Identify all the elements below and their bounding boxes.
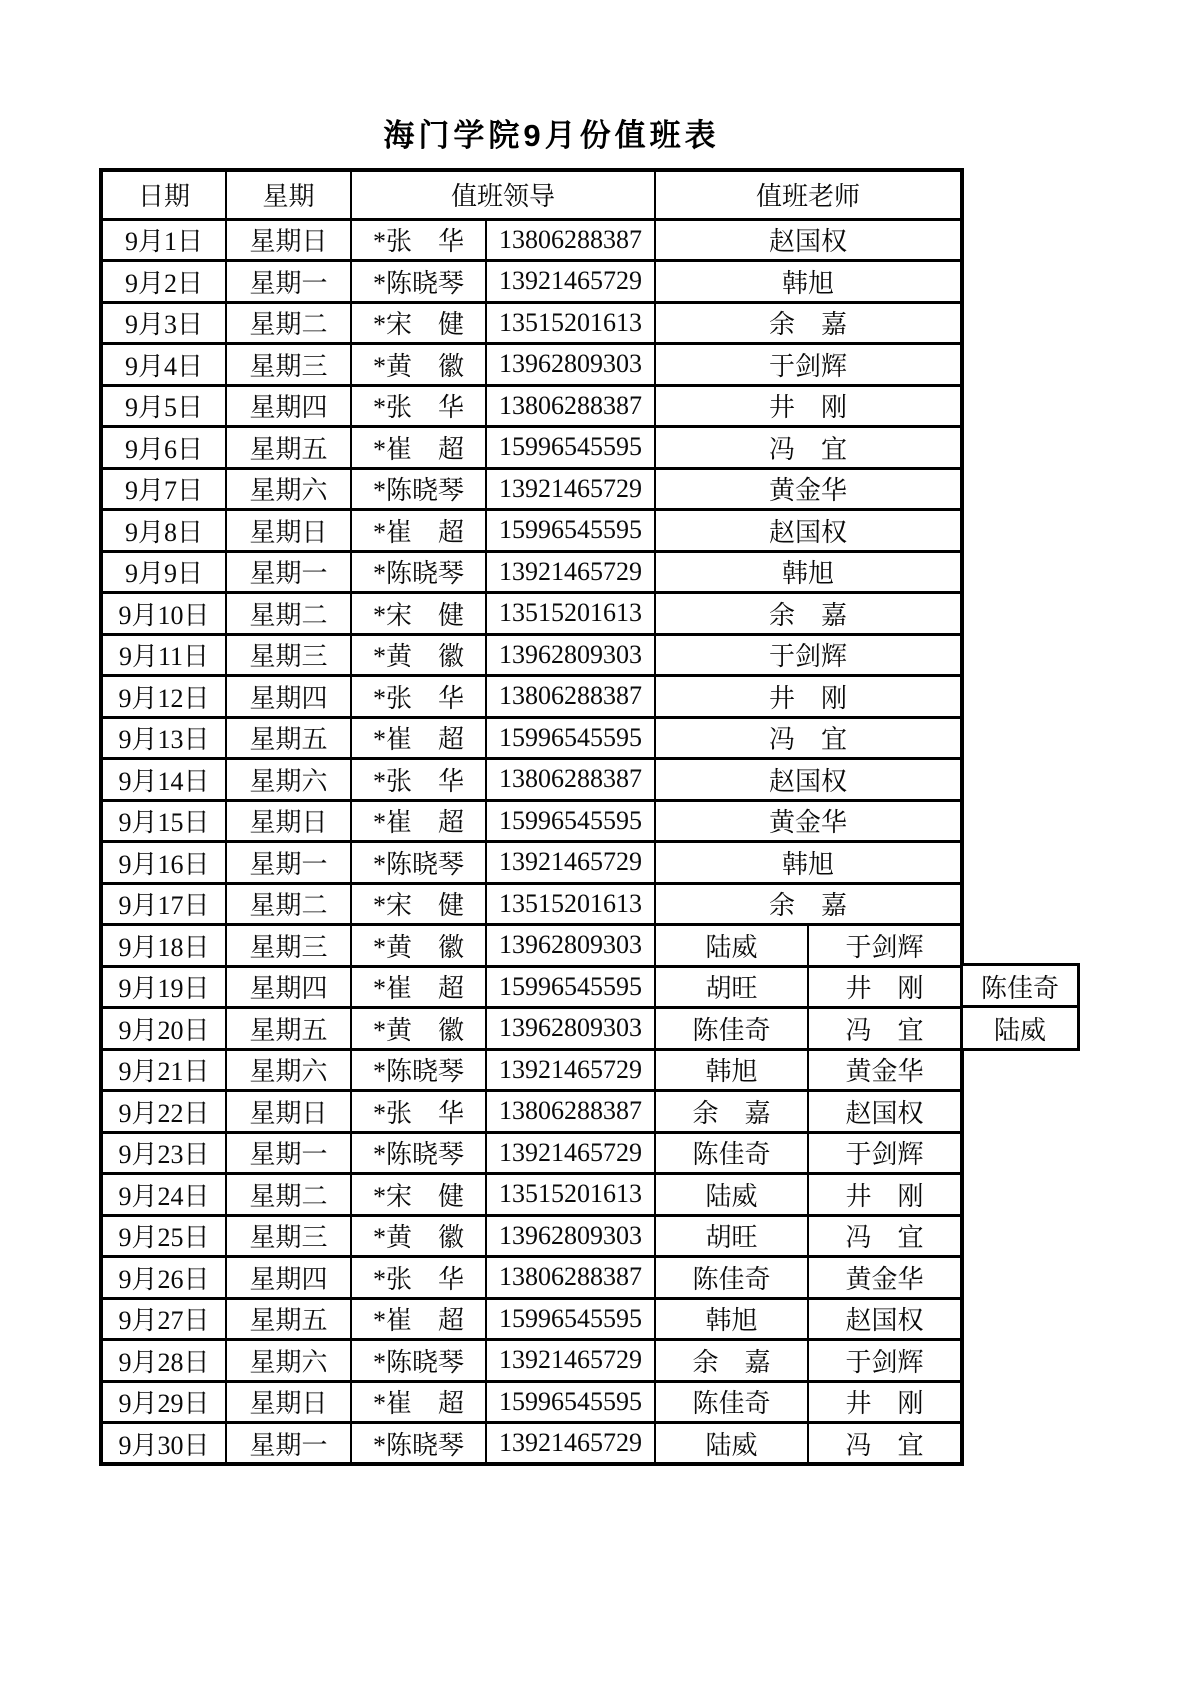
table-row (101, 427, 962, 469)
weekday-cell: 星期二 (226, 302, 351, 344)
teacher-cell: 井 刚 (808, 1381, 962, 1423)
header-teacher: 值班老师 (655, 170, 962, 219)
teacher-cell: 井 刚 (655, 385, 962, 427)
leader-name-cell: *崔 超 (351, 427, 486, 469)
leader-phone-cell: 13921465729 (486, 1423, 655, 1465)
leader-phone-cell: 13921465729 (486, 1340, 655, 1382)
duty-table-wrapper (99, 168, 1059, 1466)
table-row (101, 302, 962, 344)
leader-phone-cell: 13806288387 (486, 219, 655, 261)
teacher-cell: 于剑辉 (808, 1340, 962, 1382)
weekday-cell: 星期六 (226, 1049, 351, 1091)
leader-name-cell: *张 华 (351, 219, 486, 261)
table-row (101, 551, 962, 593)
date-cell: 9月19日 (101, 966, 226, 1008)
leader-name-cell: *张 华 (351, 1257, 486, 1299)
leader-phone-cell: 13515201613 (486, 883, 655, 925)
weekday-cell: 星期三 (226, 344, 351, 386)
teacher-cell: 陈佳奇 (655, 1132, 808, 1174)
table-row (101, 219, 962, 261)
date-cell: 9月7日 (101, 468, 226, 510)
leader-phone-cell: 13806288387 (486, 1091, 655, 1133)
date-cell: 9月13日 (101, 717, 226, 759)
overflow-teacher-cell: 陈佳奇 (960, 963, 1080, 1009)
weekday-cell: 星期五 (226, 1298, 351, 1340)
leader-name-cell: *黄 徽 (351, 925, 486, 967)
leader-name-cell: *崔 超 (351, 1381, 486, 1423)
leader-name-cell: *陈晓琴 (351, 1423, 486, 1465)
teacher-cell: 韩旭 (655, 261, 962, 303)
date-cell: 9月5日 (101, 385, 226, 427)
weekday-cell: 星期二 (226, 883, 351, 925)
table-row (101, 261, 962, 303)
leader-name-cell: *张 华 (351, 385, 486, 427)
weekday-cell: 星期五 (226, 427, 351, 469)
leader-name-cell: *崔 超 (351, 717, 486, 759)
date-cell: 9月18日 (101, 925, 226, 967)
leader-phone-cell: 15996545595 (486, 717, 655, 759)
teacher-cell: 陈佳奇 (655, 1008, 808, 1050)
teacher-cell: 井 刚 (808, 1174, 962, 1216)
leader-name-cell: *宋 健 (351, 1174, 486, 1216)
date-cell: 9月26日 (101, 1257, 226, 1299)
teacher-cell: 陈佳奇 (655, 1257, 808, 1299)
weekday-cell: 星期四 (226, 1257, 351, 1299)
table-row (101, 385, 962, 427)
date-cell: 9月4日 (101, 344, 226, 386)
leader-phone-cell: 15996545595 (486, 966, 655, 1008)
leader-name-cell: *张 华 (351, 676, 486, 718)
weekday-cell: 星期一 (226, 261, 351, 303)
teacher-cell: 赵国权 (808, 1091, 962, 1133)
table-row (101, 800, 962, 842)
table-row (101, 344, 962, 386)
page-title: 海门学院9月份值班表 (383, 118, 720, 153)
leader-phone-cell: 15996545595 (486, 1381, 655, 1423)
teacher-cell: 冯 宜 (808, 1008, 962, 1050)
teacher-cell: 韩旭 (655, 842, 962, 884)
leader-name-cell: *崔 超 (351, 966, 486, 1008)
leader-phone-cell: 13806288387 (486, 759, 655, 801)
date-cell: 9月21日 (101, 1049, 226, 1091)
table-row (101, 1215, 962, 1257)
leader-phone-cell: 13515201613 (486, 302, 655, 344)
weekday-cell: 星期二 (226, 593, 351, 635)
leader-name-cell: *陈晓琴 (351, 842, 486, 884)
weekday-cell: 星期三 (226, 1215, 351, 1257)
date-cell: 9月30日 (101, 1423, 226, 1465)
weekday-cell: 星期一 (226, 1423, 351, 1465)
leader-name-cell: *崔 超 (351, 1298, 486, 1340)
teacher-cell: 陆威 (655, 1423, 808, 1465)
teacher-cell: 陈佳奇 (655, 1381, 808, 1423)
weekday-cell: 星期六 (226, 759, 351, 801)
date-cell: 9月16日 (101, 842, 226, 884)
leader-name-cell: *崔 超 (351, 510, 486, 552)
leader-phone-cell: 13962809303 (486, 1008, 655, 1050)
leader-phone-cell: 13806288387 (486, 676, 655, 718)
date-cell: 9月28日 (101, 1340, 226, 1382)
teacher-cell: 于剑辉 (655, 344, 962, 386)
table-row (101, 593, 962, 635)
leader-phone-cell: 13806288387 (486, 1257, 655, 1299)
leader-name-cell: *陈晓琴 (351, 1132, 486, 1174)
leader-name-cell: *陈晓琴 (351, 1340, 486, 1382)
header-row (101, 170, 962, 219)
teacher-cell: 黄金华 (808, 1049, 962, 1091)
leader-phone-cell: 13921465729 (486, 468, 655, 510)
teacher-cell: 余 嘉 (655, 593, 962, 635)
table-row (101, 676, 962, 718)
teacher-cell: 余 嘉 (655, 302, 962, 344)
leader-phone-cell: 13921465729 (486, 1049, 655, 1091)
table-row (101, 925, 962, 967)
table-row (101, 1257, 962, 1299)
table-row (101, 1091, 962, 1133)
weekday-cell: 星期一 (226, 842, 351, 884)
leader-name-cell: *黄 徽 (351, 344, 486, 386)
date-cell: 9月27日 (101, 1298, 226, 1340)
leader-phone-cell: 15996545595 (486, 510, 655, 552)
leader-name-cell: *张 华 (351, 1091, 486, 1133)
duty-table-body (101, 219, 962, 1464)
header-weekday: 星期 (226, 170, 351, 219)
header-leader: 值班领导 (351, 170, 655, 219)
leader-phone-cell: 13962809303 (486, 344, 655, 386)
weekday-cell: 星期一 (226, 551, 351, 593)
leader-phone-cell: 15996545595 (486, 1298, 655, 1340)
date-cell: 9月12日 (101, 676, 226, 718)
date-cell: 9月2日 (101, 261, 226, 303)
teacher-cell: 井 刚 (655, 676, 962, 718)
table-row (101, 1381, 962, 1423)
leader-phone-cell: 15996545595 (486, 427, 655, 469)
date-cell: 9月22日 (101, 1091, 226, 1133)
weekday-cell: 星期日 (226, 219, 351, 261)
teacher-cell: 赵国权 (655, 219, 962, 261)
weekday-cell: 星期六 (226, 1340, 351, 1382)
table-row (101, 1340, 962, 1382)
teacher-cell: 于剑辉 (655, 634, 962, 676)
weekday-cell: 星期日 (226, 1381, 351, 1423)
weekday-cell: 星期三 (226, 634, 351, 676)
table-row (101, 842, 962, 884)
table-row (101, 634, 962, 676)
date-cell: 9月14日 (101, 759, 226, 801)
leader-name-cell: *陈晓琴 (351, 551, 486, 593)
teacher-cell: 冯 宜 (808, 1423, 962, 1465)
weekday-cell: 星期五 (226, 717, 351, 759)
leader-phone-cell: 13962809303 (486, 634, 655, 676)
leader-name-cell: *陈晓琴 (351, 261, 486, 303)
table-row (101, 759, 962, 801)
teacher-cell: 黄金华 (808, 1257, 962, 1299)
duty-roster-table (99, 168, 964, 1466)
teacher-cell: 胡旺 (655, 966, 808, 1008)
leader-name-cell: *宋 健 (351, 593, 486, 635)
leader-name-cell: *宋 健 (351, 302, 486, 344)
weekday-cell: 星期二 (226, 1174, 351, 1216)
header-date: 日期 (101, 170, 226, 219)
weekday-cell: 星期六 (226, 468, 351, 510)
date-cell: 9月17日 (101, 883, 226, 925)
date-cell: 9月10日 (101, 593, 226, 635)
weekday-cell: 星期四 (226, 966, 351, 1008)
weekday-cell: 星期四 (226, 676, 351, 718)
teacher-cell: 胡旺 (655, 1215, 808, 1257)
teacher-cell: 赵国权 (655, 510, 962, 552)
teacher-cell: 黄金华 (655, 468, 962, 510)
teacher-cell: 井 刚 (808, 966, 962, 1008)
table-row (101, 717, 962, 759)
teacher-cell: 冯 宜 (655, 427, 962, 469)
leader-phone-cell: 13921465729 (486, 842, 655, 884)
teacher-cell: 余 嘉 (655, 1340, 808, 1382)
teacher-cell: 于剑辉 (808, 1132, 962, 1174)
teacher-cell: 余 嘉 (655, 883, 962, 925)
teacher-cell: 冯 宜 (808, 1215, 962, 1257)
weekday-cell: 星期日 (226, 1091, 351, 1133)
leader-name-cell: *黄 徽 (351, 1215, 486, 1257)
leader-phone-cell: 13515201613 (486, 593, 655, 635)
table-row (101, 1132, 962, 1174)
teacher-cell: 赵国权 (808, 1298, 962, 1340)
leader-phone-cell: 13962809303 (486, 1215, 655, 1257)
date-cell: 9月6日 (101, 427, 226, 469)
leader-name-cell: *张 华 (351, 759, 486, 801)
overflow-teacher-cell: 陆威 (960, 1005, 1080, 1051)
teacher-cell: 赵国权 (655, 759, 962, 801)
leader-phone-cell: 13921465729 (486, 551, 655, 593)
leader-phone-cell: 13921465729 (486, 261, 655, 303)
teacher-cell: 余 嘉 (655, 1091, 808, 1133)
date-cell: 9月24日 (101, 1174, 226, 1216)
teacher-cell: 冯 宜 (655, 717, 962, 759)
weekday-cell: 星期三 (226, 925, 351, 967)
teacher-cell: 韩旭 (655, 551, 962, 593)
weekday-cell: 星期一 (226, 1132, 351, 1174)
table-row (101, 1174, 962, 1216)
teacher-cell: 陆威 (655, 1174, 808, 1216)
leader-name-cell: *黄 徽 (351, 634, 486, 676)
leader-phone-cell: 13515201613 (486, 1174, 655, 1216)
table-row (101, 966, 962, 1008)
leader-name-cell: *宋 健 (351, 883, 486, 925)
table-row (101, 1423, 962, 1465)
date-cell: 9月29日 (101, 1381, 226, 1423)
leader-name-cell: *崔 超 (351, 800, 486, 842)
teacher-cell: 陆威 (655, 925, 808, 967)
teacher-cell: 韩旭 (655, 1049, 808, 1091)
date-cell: 9月11日 (101, 634, 226, 676)
date-cell: 9月8日 (101, 510, 226, 552)
table-row (101, 1049, 962, 1091)
leader-phone-cell: 13962809303 (486, 925, 655, 967)
leader-name-cell: *陈晓琴 (351, 468, 486, 510)
table-row (101, 468, 962, 510)
date-cell: 9月9日 (101, 551, 226, 593)
date-cell: 9月15日 (101, 800, 226, 842)
table-row (101, 1298, 962, 1340)
table-row (101, 883, 962, 925)
weekday-cell: 星期四 (226, 385, 351, 427)
leader-name-cell: *陈晓琴 (351, 1049, 486, 1091)
date-cell: 9月23日 (101, 1132, 226, 1174)
teacher-cell: 于剑辉 (808, 925, 962, 967)
date-cell: 9月20日 (101, 1008, 226, 1050)
date-cell: 9月3日 (101, 302, 226, 344)
date-cell: 9月1日 (101, 219, 226, 261)
weekday-cell: 星期日 (226, 510, 351, 552)
leader-phone-cell: 13921465729 (486, 1132, 655, 1174)
table-row (101, 510, 962, 552)
leader-name-cell: *黄 徽 (351, 1008, 486, 1050)
leader-phone-cell: 13806288387 (486, 385, 655, 427)
table-row (101, 1008, 962, 1050)
teacher-cell: 韩旭 (655, 1298, 808, 1340)
date-cell: 9月25日 (101, 1215, 226, 1257)
weekday-cell: 星期五 (226, 1008, 351, 1050)
teacher-cell: 黄金华 (655, 800, 962, 842)
leader-phone-cell: 15996545595 (486, 800, 655, 842)
weekday-cell: 星期日 (226, 800, 351, 842)
